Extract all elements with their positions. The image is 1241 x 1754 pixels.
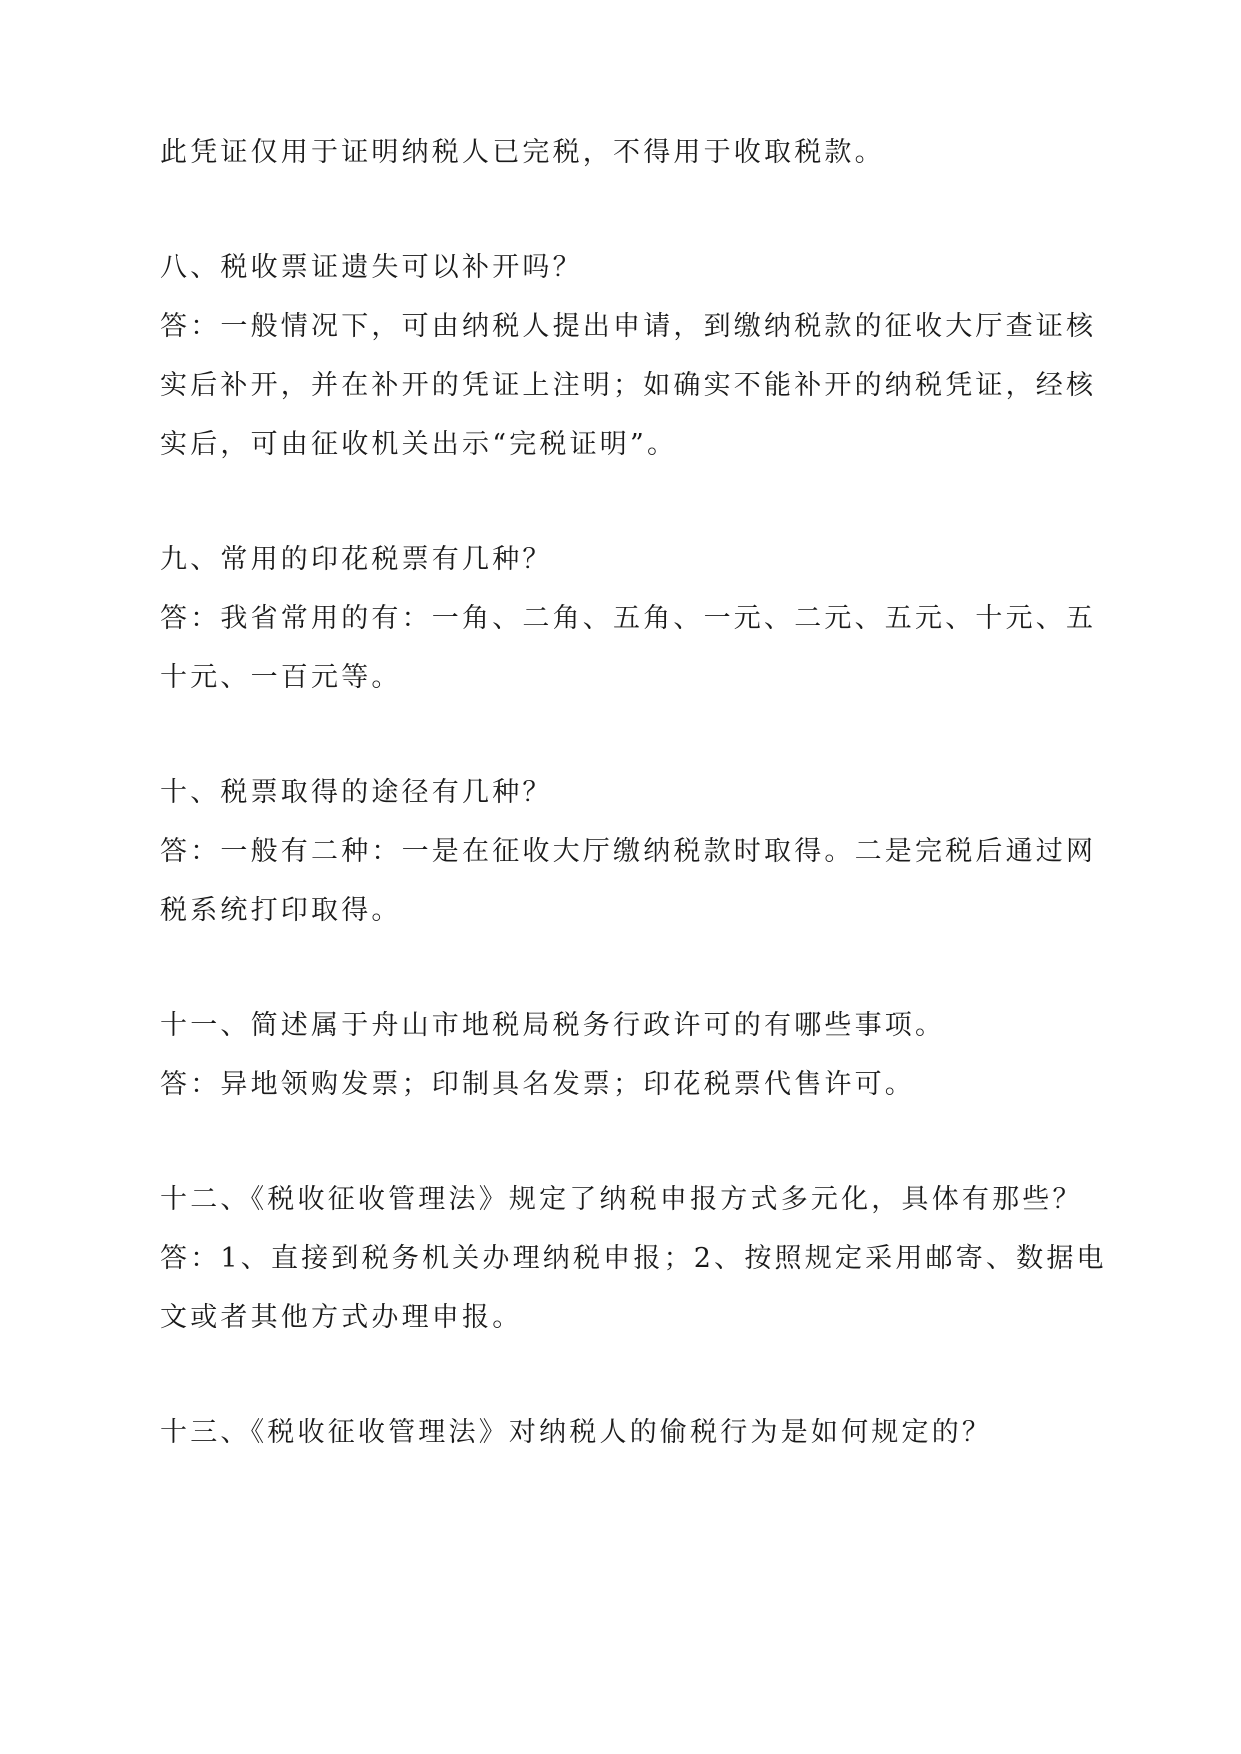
answer-10-line-2: 税系统打印取得。 bbox=[160, 895, 402, 926]
answer-9-line-2: 十元、一百元等。 bbox=[160, 662, 402, 693]
question-8: 八、税收票证遗失可以补开吗？ bbox=[160, 252, 583, 283]
question-12: 十二、《税收征收管理法》规定了纳税申报方式多元化，具体有那些？ bbox=[160, 1184, 1083, 1215]
question-9: 九、常用的印花税票有几种？ bbox=[160, 544, 553, 575]
answer-12-line-2: 文或者其他方式办理申报。 bbox=[160, 1302, 523, 1333]
continuation-text: 此凭证仅用于证明纳税人已完税，不得用于收取税款。 bbox=[160, 137, 885, 168]
answer-8-line-2: 实后补开，并在补开的凭证上注明；如确实不能补开的纳税凭证，经核 bbox=[160, 370, 1097, 401]
question-11: 十一、简述属于舟山市地税局税务行政许可的有哪些事项。 bbox=[160, 1010, 946, 1041]
answer-8-line-3: 实后，可由征收机关出示“完税证明”。 bbox=[160, 429, 678, 460]
answer-12-line-1: 答：1、直接到税务机关办理纳税申报；2、按照规定采用邮寄、数据电 bbox=[160, 1243, 1107, 1274]
answer-11-line-1: 答：异地领购发票；印制具名发票；印花税票代售许可。 bbox=[160, 1069, 915, 1100]
question-13: 十三、《税收征收管理法》对纳税人的偷税行为是如何规定的？ bbox=[160, 1417, 993, 1448]
question-10: 十、税票取得的途径有几种？ bbox=[160, 777, 553, 808]
answer-10-line-1: 答：一般有二种：一是在征收大厅缴纳税款时取得。二是完税后通过网 bbox=[160, 836, 1097, 867]
answer-8-line-1: 答：一般情况下，可由纳税人提出申请，到缴纳税款的征收大厅查证核 bbox=[160, 311, 1097, 342]
answer-9-line-1: 答：我省常用的有：一角、二角、五角、一元、二元、五元、十元、五 bbox=[160, 603, 1097, 634]
